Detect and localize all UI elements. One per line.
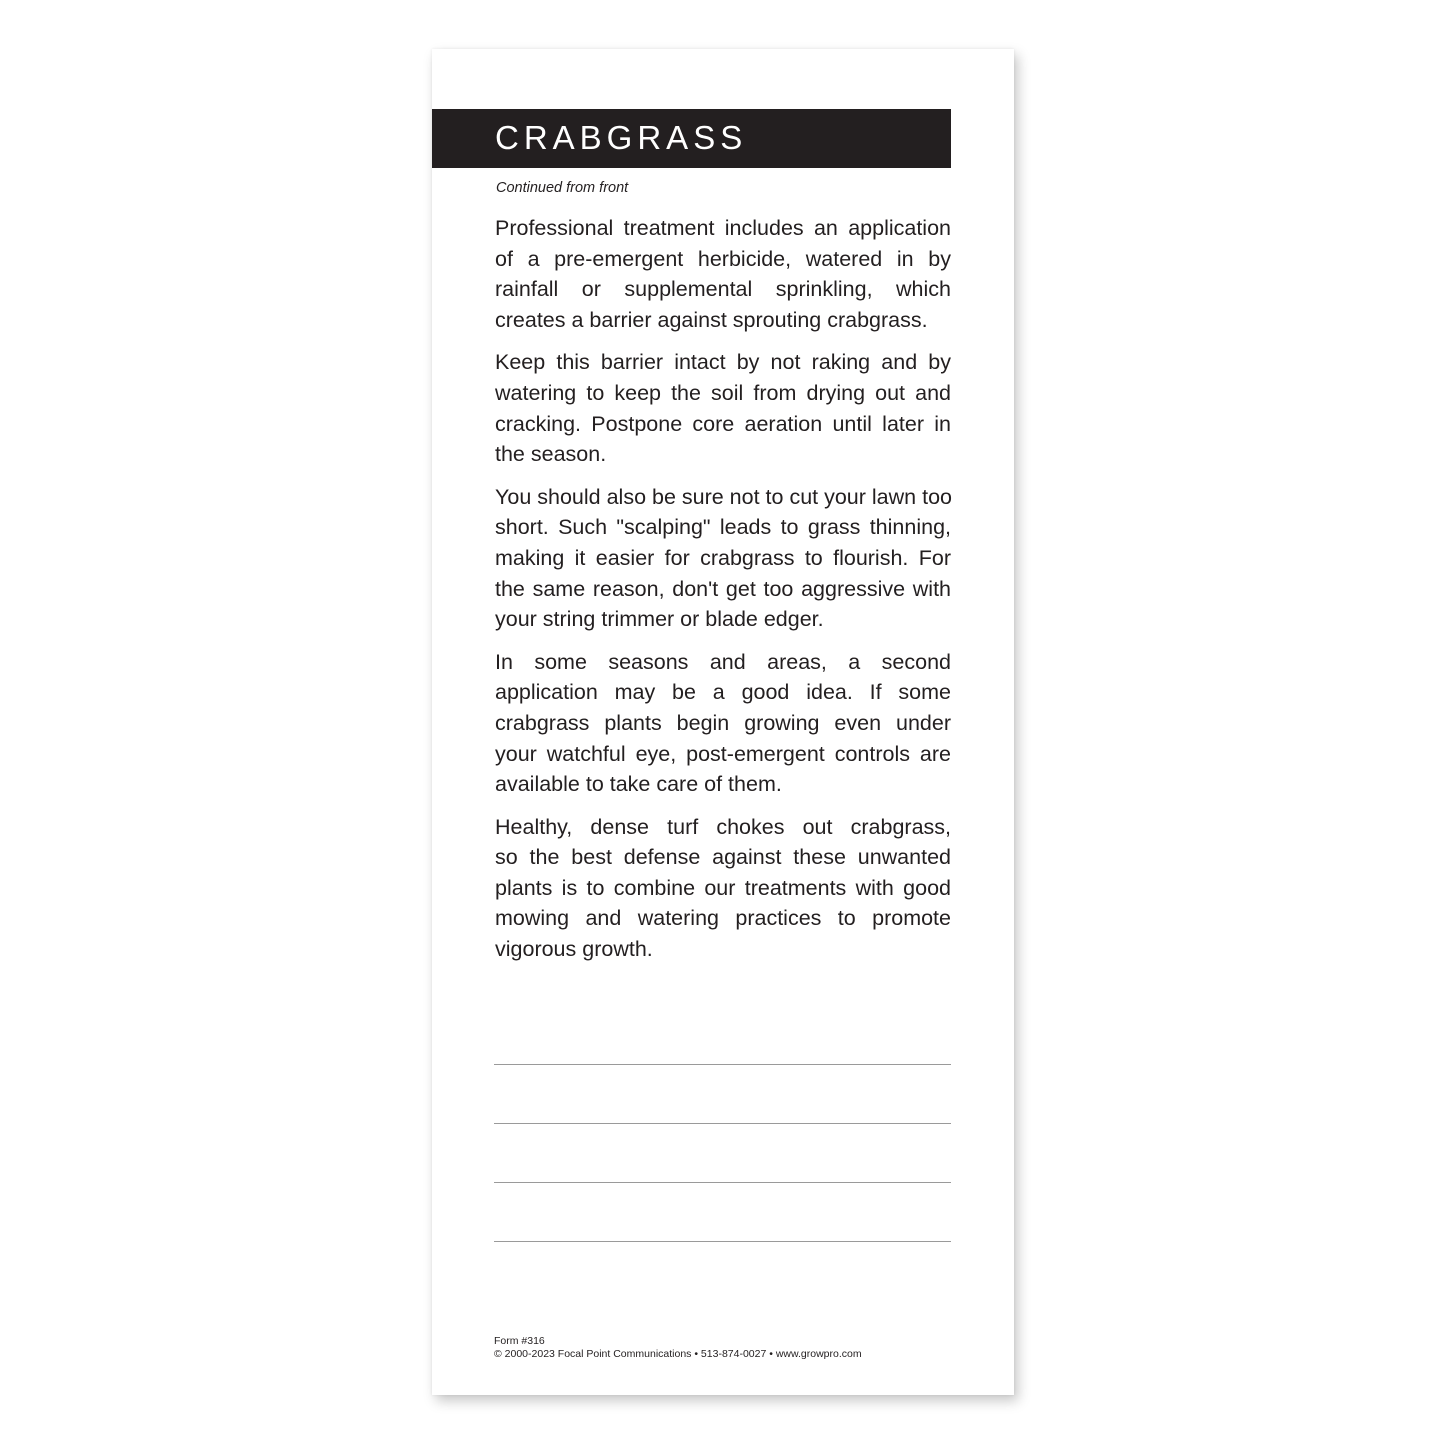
text-line: In some seasons and areas, a second: [495, 649, 951, 674]
text-line: rainfall or supplemental sprinkling, which: [495, 277, 951, 302]
paragraph-mowing-height: [495, 482, 951, 635]
text-line: watering to keep the soil from drying out and: [495, 380, 951, 405]
write-in-line: [494, 1064, 951, 1065]
text-line: creates a barrier against sprouting crabgrass.: [495, 307, 928, 332]
write-in-line: [494, 1182, 951, 1183]
text-line: application may be a good idea. If some: [495, 680, 951, 705]
text-line: the same reason, don't get too aggressive with: [495, 576, 951, 601]
text-line: Keep this barrier intact by not raking and by: [495, 350, 951, 375]
text-line: vigorous growth.: [495, 937, 653, 962]
text-line: Professional treatment includes an application: [495, 216, 951, 240]
text-line: You should also be sure not to cut your lawn too: [495, 484, 952, 509]
write-in-line: [494, 1241, 951, 1242]
paragraph-professional-treatment: [495, 213, 951, 335]
body-text: [495, 213, 951, 977]
write-in-line: [494, 1123, 951, 1124]
form-number: Form #316: [494, 1335, 545, 1347]
page-title: CRABGRASS: [495, 119, 748, 156]
flyer-page: [432, 49, 1014, 1395]
text-line: cracking. Postpone core aeration until later in: [495, 411, 951, 436]
copyright-line: © 2000-2023 Focal Point Communications • 513-874-0027 • www.growpro.com: [494, 1348, 862, 1360]
text-line: crabgrass plants begin growing even under: [495, 710, 951, 735]
continued-note: Continued from front: [496, 180, 629, 196]
text-line: Healthy, dense turf chokes out crabgrass,: [495, 814, 951, 839]
paragraph-healthy-turf: [495, 812, 951, 965]
text-line: plants is to combine our treatments with good: [495, 875, 951, 900]
text-line: of a pre-emergent herbicide, watered in by: [495, 246, 951, 271]
paragraph-second-application: [495, 647, 951, 800]
text-line: short. Such "scalping" leads to grass thinning,: [495, 515, 951, 540]
text-line: your watchful eye, post-emergent controls are: [495, 741, 951, 766]
footer: [494, 1335, 862, 1361]
text-line: making it easier for crabgrass to flourish. For: [495, 545, 951, 570]
paragraph-keep-barrier: [495, 347, 951, 469]
text-line: available to take care of them.: [495, 772, 782, 797]
text-line: so the best defense against these unwanted: [495, 845, 951, 870]
text-line: your string trimmer or blade edger.: [495, 607, 824, 632]
title-bar: [432, 109, 951, 168]
text-line: mowing and watering practices to promote: [495, 906, 951, 931]
write-in-lines: [494, 1064, 951, 1300]
text-line: the season.: [495, 442, 607, 467]
